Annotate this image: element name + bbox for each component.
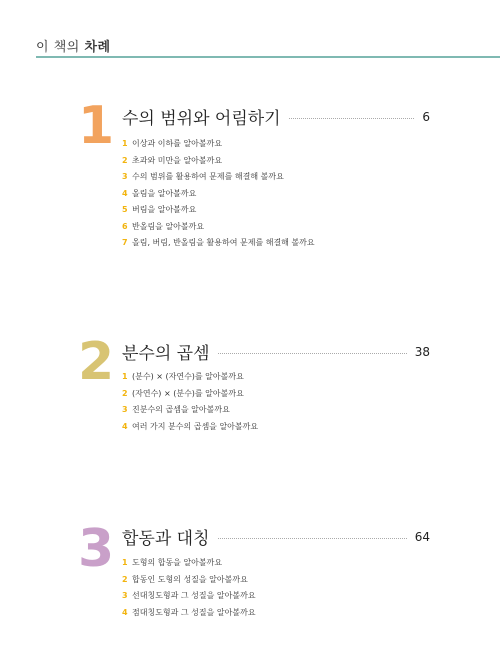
chapter-title: 합동과 대칭 <box>122 529 210 549</box>
section-item[interactable] <box>122 202 315 219</box>
chapter-number: 3 <box>78 519 115 579</box>
section-title: (분수) × (자연수)를 알아볼까요 <box>132 372 244 381</box>
section-title: 점대칭도형과 그 성질을 알아볼까요 <box>132 607 256 617</box>
section-item[interactable] <box>122 369 258 386</box>
chapter-title-row[interactable] <box>122 524 430 549</box>
section-item[interactable] <box>122 219 315 236</box>
chapter-title: 분수의 곱셈 <box>122 344 210 364</box>
section-item[interactable] <box>122 186 315 203</box>
leader-dots <box>218 538 407 539</box>
section-number: 2 <box>122 155 128 165</box>
section-number: 2 <box>122 574 128 584</box>
section-title: 이상과 이하를 알아볼까요 <box>132 139 223 148</box>
section-number: 3 <box>122 172 128 181</box>
section-number: 1 <box>122 139 128 148</box>
section-number: 7 <box>122 238 128 247</box>
section-item[interactable] <box>122 555 256 572</box>
section-item[interactable] <box>122 419 258 436</box>
section-title: 선대칭도형과 그 성질을 알아볼까요 <box>132 591 256 600</box>
section-item[interactable] <box>122 386 258 403</box>
section-title: 반올림을 알아볼까요 <box>132 221 205 231</box>
header-divider <box>36 56 500 58</box>
header-prefix: 이 책의 <box>36 40 85 55</box>
section-item[interactable] <box>122 572 256 589</box>
section-number: 3 <box>122 405 128 414</box>
section-item[interactable] <box>122 136 315 153</box>
chapter-page: 38 <box>414 344 430 359</box>
section-number: 5 <box>122 205 128 214</box>
section-title: 올림을 알아볼까요 <box>132 188 197 198</box>
chapter-title: 수의 범위와 어림하기 <box>122 109 281 129</box>
section-title: 합동인 도형의 성질을 알아볼까요 <box>132 574 248 584</box>
chapter-title-row[interactable] <box>122 339 430 364</box>
section-title: 수의 범위를 활용하여 문제를 해결해 볼까요 <box>132 172 284 181</box>
section-title: (자연수) × (분수)를 알아볼까요 <box>132 388 244 398</box>
section-number: 4 <box>122 421 128 431</box>
section-title: 올림, 버림, 반올림을 활용하여 문제를 해결해 볼까요 <box>132 238 315 247</box>
section-number: 4 <box>122 607 128 617</box>
chapter-number: 1 <box>78 96 115 156</box>
section-item[interactable] <box>122 605 256 622</box>
chapter-page: 6 <box>422 109 430 124</box>
section-number: 1 <box>122 372 128 381</box>
section-number: 4 <box>122 188 128 198</box>
page-header-title <box>36 36 111 55</box>
section-number: 6 <box>122 221 128 231</box>
section-list <box>122 369 258 435</box>
chapter-number: 2 <box>78 332 115 392</box>
leader-dots <box>289 118 415 119</box>
section-title: 진분수의 곱셈을 알아볼까요 <box>132 405 230 414</box>
section-item[interactable] <box>122 153 315 170</box>
section-list <box>122 136 315 252</box>
section-title: 버림을 알아볼까요 <box>132 205 197 214</box>
section-title: 초과와 미만을 알아볼까요 <box>132 155 223 165</box>
section-item[interactable] <box>122 235 315 252</box>
section-number: 2 <box>122 388 128 398</box>
section-item[interactable] <box>122 169 315 186</box>
leader-dots <box>218 353 407 354</box>
section-list <box>122 555 256 621</box>
section-item[interactable] <box>122 588 256 605</box>
section-item[interactable] <box>122 402 258 419</box>
chapter-title-row[interactable] <box>122 104 430 129</box>
section-title: 도형의 합동을 알아볼까요 <box>132 558 223 567</box>
section-number: 3 <box>122 591 128 600</box>
section-title: 여러 가지 분수의 곱셈을 알아볼까요 <box>132 421 259 431</box>
section-number: 1 <box>122 558 128 567</box>
chapter-page: 64 <box>414 529 430 544</box>
header-bold: 차례 <box>84 40 111 55</box>
